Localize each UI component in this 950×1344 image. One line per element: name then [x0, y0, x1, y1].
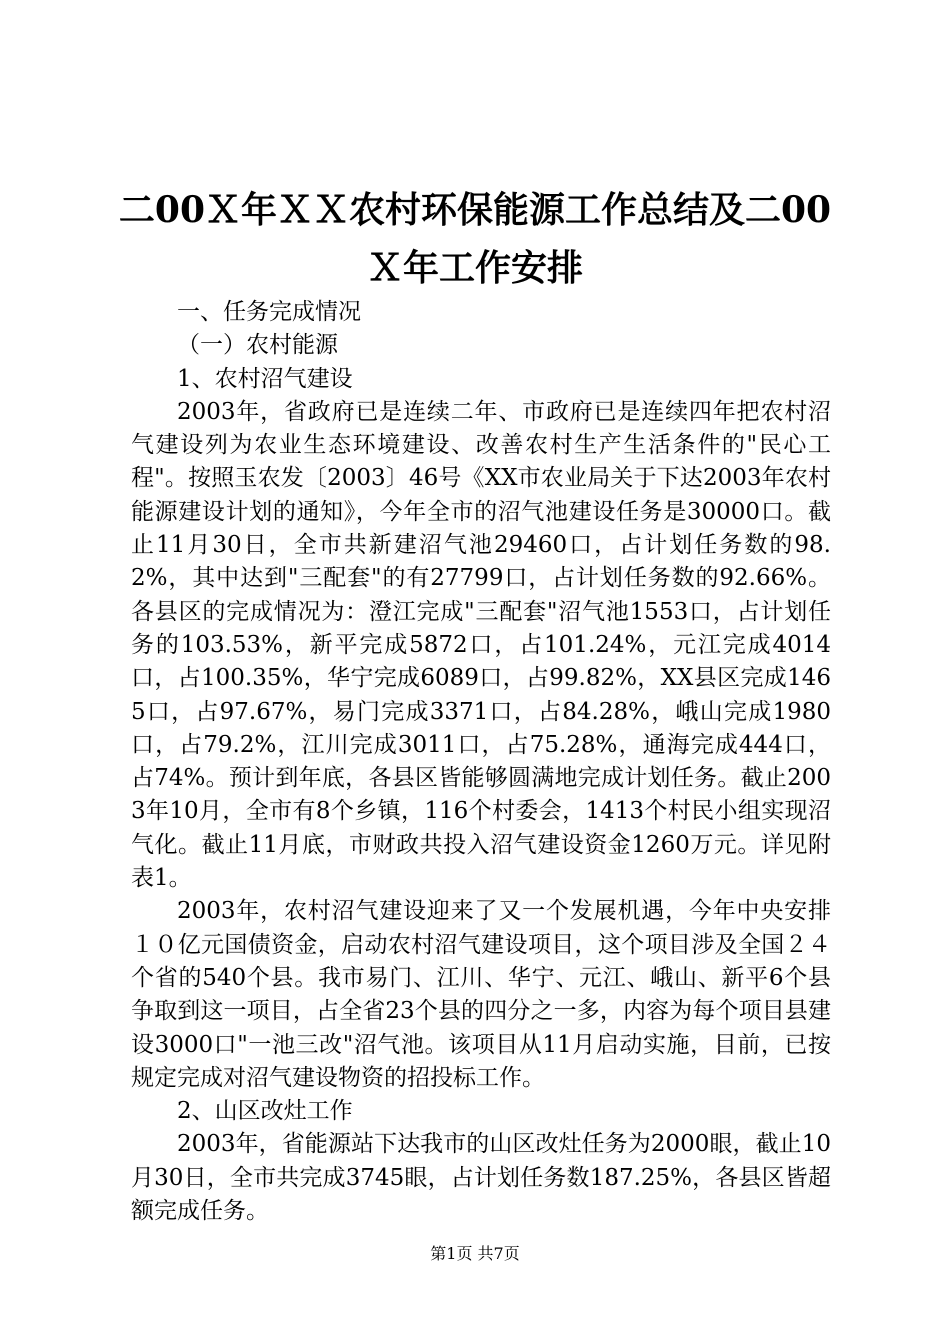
- body-paragraph: 2003年，省能源站下达我市的山区改灶任务为2000眼，截止10月30日，全市共完成3745眼，占计划任务数187.25%，各县区皆超额完成任务。: [131, 1131, 831, 1225]
- subsection-heading: （一）农村能源: [177, 332, 338, 359]
- document-title-line-2: Ｘ年工作安排: [366, 247, 583, 289]
- body-paragraph: 2003年，农村沼气建设迎来了又一个发展机遇，今年中央安排１０亿元国债资金，启动农村沼气建设项目，这个项目涉及全国２４个省的540个县。我市易门、江川、华宁、元江、峨山、新平6个县争取到这一项目，占全省23个县的四分之一多，内容为每个项目县建设3000口"一池三改"沼气池。该项目从11月启动实施，目前，已按规定完成对沼气建设物资的招投标工作。: [131, 898, 831, 1091]
- body-paragraph: 2003年，省政府已是连续二年、市政府已是连续四年把农村沼气建设列为农业生态环境建设、改善农村生产生活条件的"民心工程"。按照玉农发〔2003〕46号《XX市农业局关于下达2003年农村能源建设计划的通知》，今年全市的沼气池建设任务是30000口。截止11月30日，全市共新建沼气池29460口，占计划任务数的98.2%，其中达到"三配套"的有27799口，占计划任务数的92.66%。各县区的完成情况为：澄江完成"三配套"沼气池1553口，占计划任务的103.53%，新平完成5872口，占101.24%，元江完成4014口，占100.35%，华宁完成6089口，占99.82%，XX县区完成1465口，占97.67%，易门完成3371口，占84.28%，峨山完成1980口，占79.2%，江川完成3011口，占75.28%，通海完成444口，占74%。预计到年底，各县区皆能够圆满地完成计划任务。截止2003年10月，全市有8个乡镇，116个村委会，1413个村民小组实现沼气化。截止11月底，市财政共投入沼气建设资金1260万元。详见附表1。: [131, 398, 831, 892]
- page-footer: 第1页 共7页: [430, 1244, 520, 1263]
- section-heading: 一、任务完成情况: [177, 299, 361, 325]
- item-heading: 2、山区改灶工作: [177, 1098, 353, 1125]
- document-body: [131, 296, 831, 1228]
- item-heading: 1、农村沼气建设: [177, 365, 353, 392]
- document-title-line-1: 二00Ｘ年ＸＸ农村环保能源工作总结及二00: [118, 189, 832, 231]
